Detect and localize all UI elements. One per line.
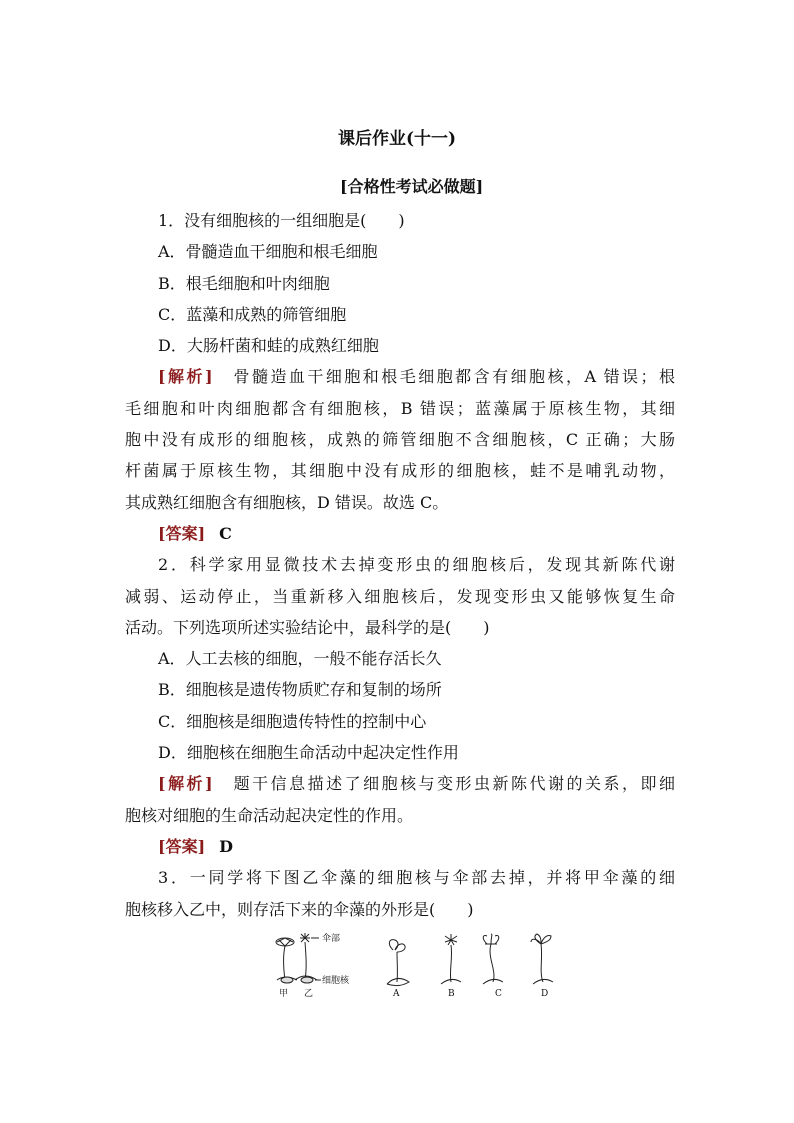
q1-option-b: B．根毛细胞和叶肉细胞 [158, 273, 330, 293]
q2-answer [125, 831, 675, 862]
q2-option-a: A．人工去核的细胞，一般不能存活长久 [158, 649, 442, 669]
q1-analysis-line-1 [125, 361, 675, 392]
q1-option-d: D．大肠杆菌和蛙的成熟红细胞 [158, 336, 379, 356]
q2-option-c: C．细胞核是细胞遗传特性的控制中心 [158, 711, 427, 731]
option-c-drawing [483, 934, 503, 984]
option-b-drawing [441, 934, 461, 984]
answer-tag: [答案] [158, 836, 206, 856]
jia-algae-drawing [276, 938, 297, 983]
q1-analysis-line-5: 其成熟红细胞含有细胞核，D 错误。故选 C。 [125, 492, 449, 512]
q1-analysis-line-4: 杆菌属于原核生物，其细胞中没有成形的细胞核，蛙不是哺乳动物， [125, 461, 675, 481]
q2-analysis-line-1 [125, 768, 675, 799]
q1-option-c: C．蓝藻和成熟的筛管细胞 [158, 304, 347, 324]
q1-answer [125, 518, 675, 549]
q2-stem-line-2: 减弱、运动停止，当重新移入细胞核后，发现变形虫又能够恢复生命 [125, 586, 675, 606]
label-option-d: D [541, 989, 549, 999]
label-option-b: B [448, 989, 455, 999]
section-heading: [合格性考试必做题] [340, 177, 484, 196]
q2-analysis-line-2: 胞核对细胞的生命活动起决定性的作用。 [125, 805, 414, 825]
label-yi: 乙 [304, 989, 314, 999]
q1-analysis-line-3: 胞中没有成形的细胞核，成熟的筛管细胞不含细胞核，C 正确；大肠 [125, 430, 675, 450]
q3-stem-line-2: 胞核移入乙中，则存活下来的伞藻的外形是( ) [125, 899, 474, 919]
answer-value: D [219, 836, 234, 856]
q3-stem-line-1: 3．一同学将下图乙伞藻的细胞核与伞部去掉，并将甲伞藻的细 [158, 868, 675, 888]
analysis-tag: [解析] [158, 367, 213, 387]
page-title: 课后作业(十一) [337, 129, 457, 149]
q2-stem-line-1: 2．科学家用显微技术去掉变形虫的细胞核后，发现其新陈代谢 [158, 555, 675, 575]
question-content [125, 205, 675, 925]
answer-value: C [219, 523, 232, 543]
q2-option-d: D．细胞核在细胞生命活动中起决定性作用 [158, 743, 459, 763]
option-d-drawing [531, 934, 553, 984]
q1-stem: 1．没有细胞核的一组细胞是( ) [158, 211, 405, 230]
answer-tag: [答案] [158, 523, 206, 543]
q1-option-a: A．骨髓造血干细胞和根毛细胞 [158, 242, 378, 262]
acetabularia-figure [265, 930, 565, 1000]
analysis-text: 骨髓造血干细胞和根毛细胞都含有细胞核，A 错误；根 [233, 367, 675, 387]
label-cap: 伞部 [322, 934, 341, 944]
yi-algae-drawing [295, 933, 317, 983]
label-option-a: A [393, 989, 400, 999]
analysis-tag: [解析] [158, 774, 213, 794]
q2-stem-line-3: 活动。下列选项所述实验结论中，最科学的是( ) [125, 617, 490, 637]
figure-svg [265, 930, 565, 1000]
analysis-text: 题干信息描述了细胞核与变形虫新陈代谢的关系，即细 [233, 774, 675, 794]
label-nucleus: 细胞核 [322, 976, 350, 986]
label-option-c: C [495, 989, 502, 999]
option-a-drawing [387, 940, 409, 986]
label-jia: 甲 [279, 989, 289, 999]
q2-option-b: B．细胞核是遗传物质贮存和复制的场所 [158, 680, 442, 700]
q1-analysis-line-2: 毛细胞和叶肉细胞都含有细胞核，B 错误；蓝藻属于原核生物，其细 [125, 398, 675, 418]
